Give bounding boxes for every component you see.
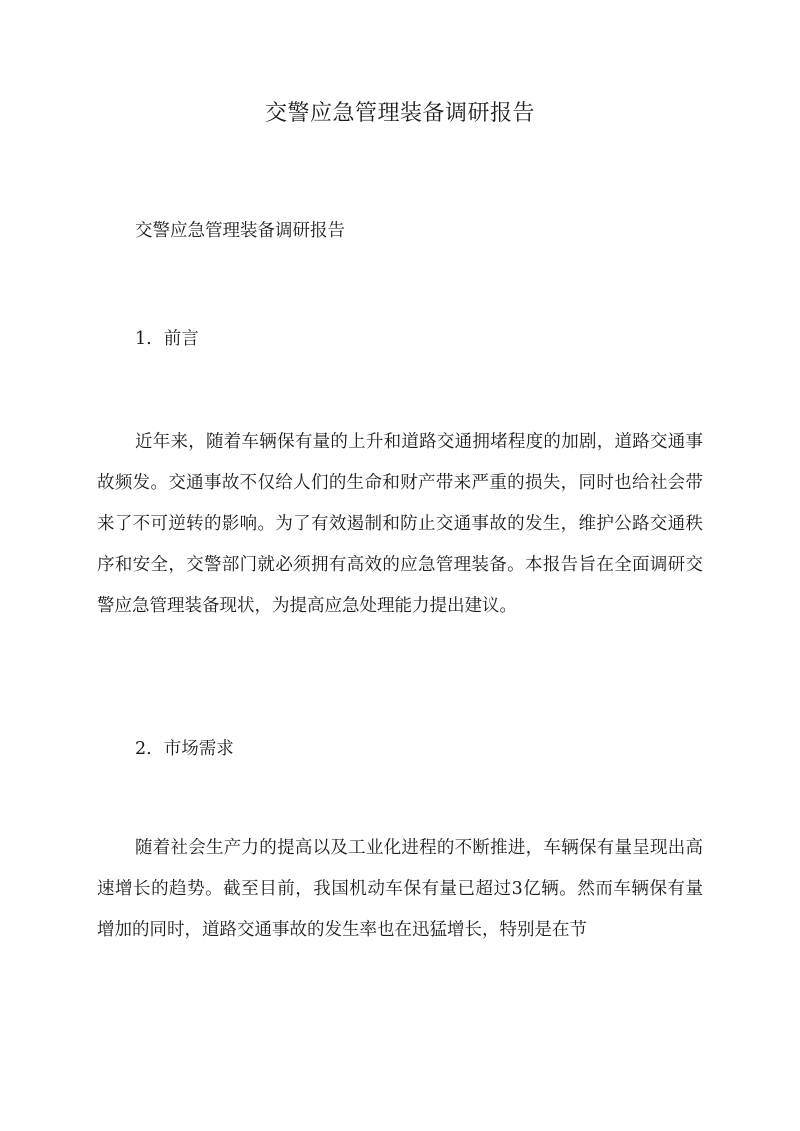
section-heading-2 [135, 735, 234, 760]
section-number: 2. [135, 739, 152, 759]
section-heading-text: 市场需求 [163, 739, 234, 759]
section-heading-text: 前言 [163, 329, 199, 349]
section-number: 1. [135, 329, 152, 349]
section-paragraph-2: 随着社会生产力的提高以及工业化进程的不断推进，车辆保有量呈现出高速增长的趋势。截至目前，我国机动车保有量已超过3亿辆。然而车辆保有量增加的同时，道路交通事故的发生率也在迅猛增长，特别是在节 [97, 838, 703, 940]
section-heading-1 [135, 325, 199, 350]
section-paragraph-1: 近年来，随着车辆保有量的上升和道路交通拥堵程度的加剧，道路交通事故频发。交通事故不仅给人们的生命和财产带来严重的损失，同时也给社会带来了不可逆转的影响。为了有效遏制和防止交通事故的发生，维护公路交通秩序和安全，交警部门就必须拥有高效的应急管理装备。本报告旨在全面调研交警应急管理装备现状，为提高应急处理能力提出建议。 [97, 432, 703, 616]
document-title: 交警应急管理装备调研报告 [264, 101, 535, 126]
document-subtitle: 交警应急管理装备调研报告 [135, 221, 345, 241]
